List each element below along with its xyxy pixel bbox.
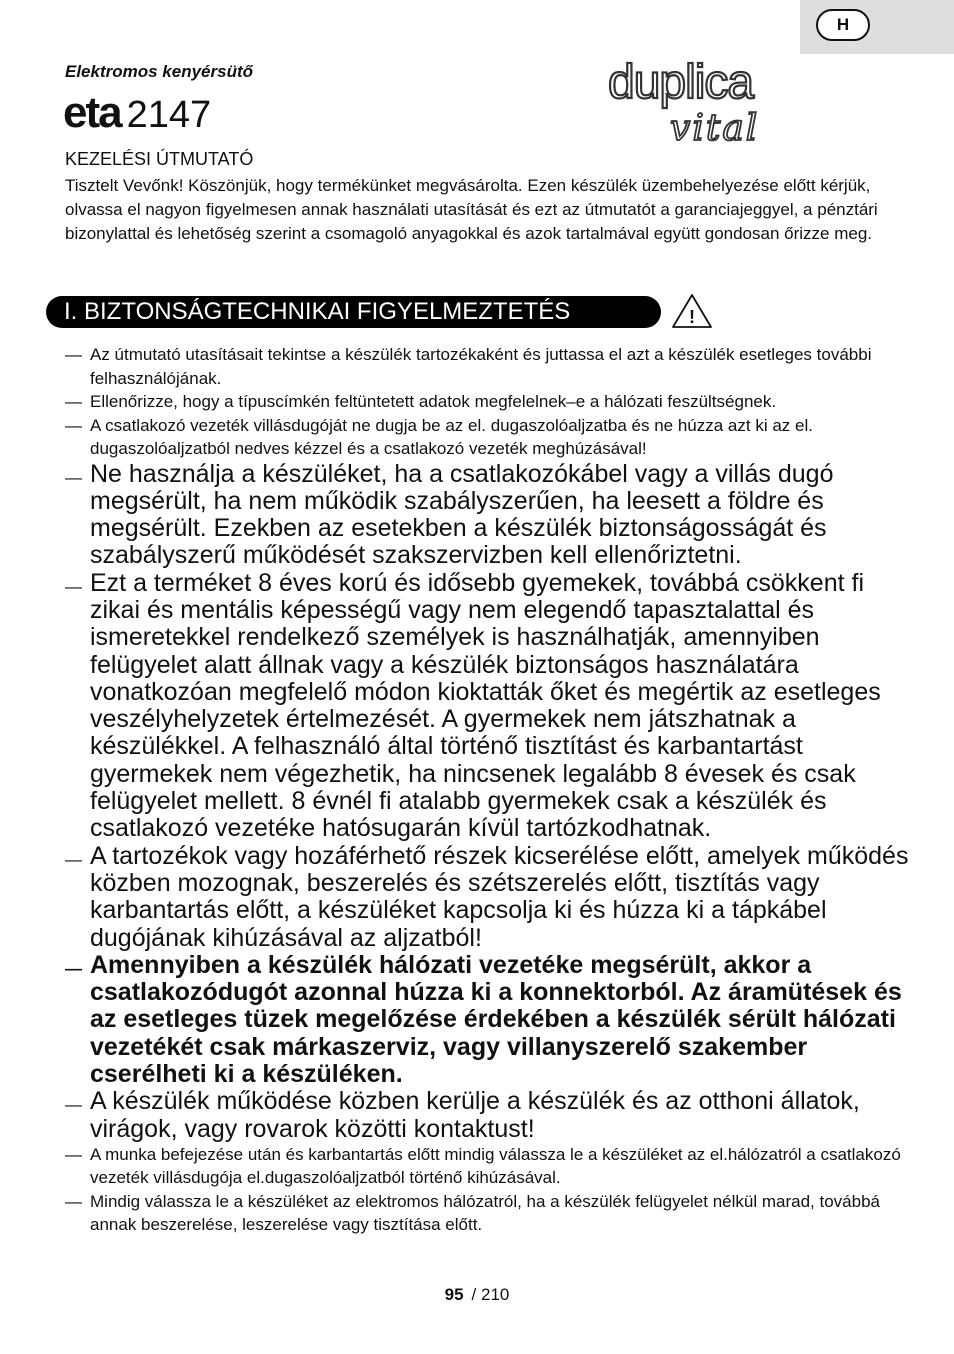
warning-mark: ! <box>689 307 695 327</box>
list-item-text: A készülék működése közben kerülje a készülék és az otthoni állatok, virágok, vagy rovarok közötti kontaktust! <box>90 1087 860 1143</box>
section-heading: I. BIZTONSÁGTECHNIKAI FIGYELMEZTETÉS <box>46 296 661 328</box>
list-item <box>65 461 915 570</box>
list-item <box>65 952 915 1088</box>
list-item <box>65 390 915 414</box>
list-item-text: Amennyiben a készülék hálózati vezetéke megsérült, akkor a csatlakozódugót azonnal húzza ki a konnektorból. Az áramütések és az esetleges tüzek megelőzése érdekében a készülék sérült hálózati vezetékét csak márkaszerviz, vagy villanyszerelő szakember cserélheti ki a készüléken. <box>90 950 902 1089</box>
list-item-text: A munka befejezése után és karbantartás előtt mindig válassza le a készüléket az el.hálózatról a csatlakozó vezeték villásdugója el.dugaszolóaljzatból történő kihúzásával. <box>90 1144 901 1188</box>
list-item-text: Mindig válassza le a készüléket az elektromos hálózatról, ha a készülék felügyelet nélkül marad, továbbá annak beszerelése, leszerelése vagy tisztítása előtt. <box>90 1191 880 1235</box>
safety-warnings-list <box>65 343 915 1237</box>
list-dash: — <box>65 849 82 869</box>
page-total: / 210 <box>471 1285 510 1304</box>
list-dash: — <box>65 576 82 596</box>
list-dash: — <box>65 345 82 364</box>
list-item <box>65 843 915 952</box>
list-item <box>65 1190 915 1237</box>
page-footer <box>0 1285 954 1305</box>
list-item <box>65 414 915 461</box>
list-item-text: Ellenőrizze, hogy a típuscímkén feltüntetett adatok megfelelnek–e a hálózati feszültségnek. <box>90 392 777 411</box>
list-dash: — <box>65 1191 82 1211</box>
list-dash: — <box>65 1095 82 1115</box>
model-number: 2147 <box>126 94 212 136</box>
list-dash: — <box>65 958 82 978</box>
list-item-text: Az útmutató utasításait tekintse a készülék tartozékaként és juttassa el azt a készülék esetleges további felhasználójának. <box>90 345 872 388</box>
list-item-text: Ne használja a készüléket, ha a csatlakozókábel vagy a villás dugó megsérült, ha nem működik szabályszerűen, ha leesett a földre és megsérült. Ezekben az esetekben a készülék biztonságosságát és szabályszerű működését szakszervizben kell ellenőriztetni. <box>90 459 834 570</box>
language-badge: H <box>816 9 870 41</box>
list-item-text: Ezt a terméket 8 éves korú és idősebb gyemekek, továbbá csökkent fi zikai és mentális képességű vagy nem elegendő tapasztalattal és ismeretekkel rendelkező személyek is használhatják, amennyiben felügyelet alatt állnak vagy a készülék biztonságos használatára vonatkozóan megfelelő módon kioktatták őket és megértik az esetleges veszélyhelyzetek értelmezését. A gyermekek nem játszhatnak a készülékkel. A felhasználó által történő tisztítást és karbantartást gyermekek nem végezhetik, ha nincsenek legalább 8 évesek és csak felügyelet mellett. 8 évnél fi atalabb gyermekek csak a készülék és csatlakozó vezetéke hatósugarán kívül tartózkodhatnak. <box>90 568 881 843</box>
manual-title: KEZELÉSI ÚTMUTATÓ <box>65 149 254 169</box>
list-dash: — <box>65 415 82 435</box>
list-item <box>65 1088 915 1143</box>
list-dash: — <box>65 392 82 411</box>
list-item <box>65 343 915 390</box>
product-name: Elektromos kenyérsütő <box>65 62 254 81</box>
list-item-text: A csatlakozó vezeték villásdugóját ne dugja be az el. dugaszolóaljzatba és ne húzza azt ki az el. dugaszolóaljzatból nedves kézzel és a csatlakozó vezeték meghúzásával! <box>90 415 813 458</box>
list-dash: — <box>65 1144 82 1164</box>
logo-line1: duplica <box>608 56 754 109</box>
warning-triangle-icon <box>670 292 714 330</box>
list-dash: — <box>65 467 82 487</box>
list-item <box>65 570 915 843</box>
duplica-vital-logo <box>604 56 844 157</box>
intro-paragraph: Tisztelt Vevőnk! Köszönjük, hogy termékünket megvásárolta. Ezen készülék üzembehelyezése előtt kérjük, olvassa el nagyon figyelmesen annak használati utasítását és ezt az útmutatót a garanciajeggyel, a pénztári bizonylattal és lehetőség szerint a csomagoló anyagokkal és azok tartalmával együtt gondosan őrizze meg. <box>65 176 878 243</box>
brand-name: eta <box>63 88 121 137</box>
model-heading <box>63 88 211 148</box>
list-item-text: A tartozékok vagy hozáférhető részek kicserélése előtt, amelyek működés közben mozognak, beszerelés és szétszerelés előtt, tisztítás vagy karbantartás előtt, a készüléket kapcsolja ki és húzza ki a tápkábel dugójának kihúzásával az aljzatból! <box>90 841 909 952</box>
list-item <box>65 1143 915 1190</box>
page-number: 95 <box>444 1285 464 1304</box>
logo-line2: vital <box>670 108 760 149</box>
language-tab <box>800 0 954 54</box>
